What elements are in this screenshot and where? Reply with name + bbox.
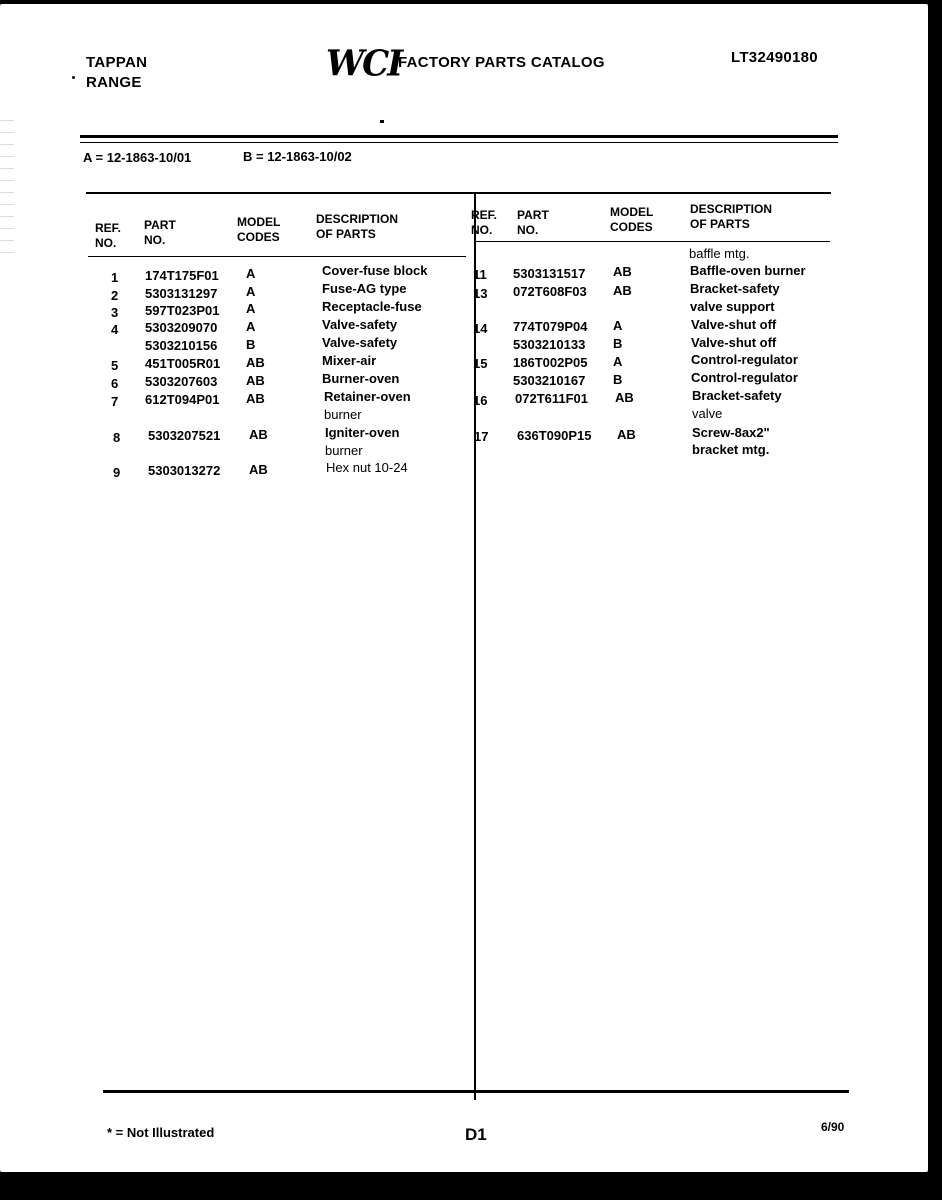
- left-desc-header: DESCRIPTION OF PARTS: [316, 212, 399, 241]
- row-description: Hex nut 10-24: [326, 460, 408, 475]
- row-ref: 4: [111, 322, 119, 337]
- stray-mark: [72, 76, 75, 79]
- left-model-header: MODEL CODES: [237, 215, 281, 244]
- row-ref: 11: [473, 267, 487, 282]
- row-model-code: A: [246, 284, 256, 299]
- row-part-number: 5303131297: [145, 286, 218, 301]
- row-part-number: 186T002P05: [513, 355, 588, 370]
- right-model-header: MODEL CODES: [610, 205, 654, 234]
- row-model-code: AB: [246, 391, 265, 406]
- catalog-page: [0, 4, 928, 1172]
- row-description: Burner-oven: [322, 371, 400, 386]
- row-ref: 17: [474, 429, 489, 444]
- row-ref: 5: [111, 358, 119, 373]
- row-part-number: 5303210167: [513, 373, 586, 388]
- top-rule-thin: [80, 142, 838, 143]
- model-a-legend: A = 12-1863-10/01: [83, 150, 192, 165]
- row-model-code: AB: [615, 390, 634, 405]
- row-model-code: B: [246, 337, 256, 352]
- row-model-code: AB: [617, 427, 636, 442]
- revision-date: 6/90: [821, 1120, 845, 1134]
- row-model-code: B: [613, 372, 623, 387]
- row-part-number: 174T175F01: [145, 268, 219, 283]
- row-part-number: 612T094P01: [145, 392, 220, 407]
- row-model-code: AB: [246, 373, 265, 388]
- row-part-number: 451T005R01: [145, 356, 221, 371]
- row-description-cont: valve: [692, 406, 723, 421]
- brand-line-1: TAPPAN: [86, 54, 148, 71]
- row-model-code: AB: [613, 283, 632, 298]
- right-ref-header: REF. NO.: [471, 208, 498, 237]
- row-part-number: 597T023P01: [145, 303, 220, 318]
- row-description: Receptacle-fuse: [322, 299, 422, 314]
- brand-line-2: RANGE: [86, 74, 142, 91]
- row-description: Igniter-oven: [325, 425, 400, 440]
- right-desc-header: DESCRIPTION OF PARTS: [690, 202, 773, 231]
- scan-edge-artifact: [0, 114, 14, 264]
- row-ref: 13: [473, 286, 488, 301]
- wci-logo: WCI: [326, 43, 402, 85]
- row-description: Valve-safety: [322, 335, 398, 350]
- row-ref: 16: [473, 393, 488, 408]
- row-description: Valve-shut off: [691, 317, 777, 332]
- row-ref: 3: [111, 305, 119, 320]
- row-ref: 6: [111, 376, 119, 391]
- row-ref: 7: [111, 394, 119, 409]
- row-part-number: 774T079P04: [513, 319, 588, 334]
- model-b-legend: B = 12-1863-10/02: [243, 149, 352, 164]
- row-ref: 1: [111, 270, 119, 285]
- row-part-number: 072T611F01: [515, 391, 589, 406]
- row-description: Retainer-oven: [324, 389, 411, 404]
- row-model-code: AB: [249, 462, 268, 477]
- row-model-code: A: [613, 318, 623, 333]
- row-description: Screw-8ax2": [692, 425, 770, 440]
- left-part-header: PART NO.: [144, 218, 176, 247]
- row-description: Valve-safety: [322, 317, 398, 332]
- row-ref: 8: [113, 430, 121, 445]
- row-model-code: AB: [246, 355, 265, 370]
- row-model-code: A: [246, 319, 256, 334]
- row-description: Control-regulator: [691, 370, 798, 385]
- row-ref: 2: [111, 288, 119, 303]
- table-top-rule: [86, 192, 831, 194]
- row-description-cont: bracket mtg.: [692, 442, 770, 457]
- row-description-cont: burner: [325, 443, 363, 458]
- bottom-rule: [103, 1090, 849, 1093]
- row-description-cont: baffle mtg.: [689, 246, 750, 261]
- row-part-number: 5303207603: [145, 374, 218, 389]
- row-model-code: AB: [249, 427, 268, 442]
- row-part-number: 5303210156: [145, 338, 218, 353]
- row-description-cont: burner: [324, 407, 362, 422]
- row-model-code: A: [246, 301, 256, 316]
- row-ref: 9: [113, 465, 121, 480]
- row-part-number: 636T090P15: [517, 428, 592, 443]
- row-part-number: 5303131517: [513, 266, 586, 281]
- row-part-number: 5303207521: [148, 428, 221, 443]
- row-description: Mixer-air: [322, 353, 377, 368]
- row-part-number: 5303209070: [145, 320, 218, 335]
- left-ref-header: REF. NO.: [95, 221, 122, 250]
- row-part-number: 5303013272: [148, 463, 221, 478]
- row-model-code: A: [246, 266, 256, 281]
- row-part-number: 072T608F03: [513, 284, 587, 299]
- catalog-number: LT32490180: [731, 49, 818, 66]
- row-model-code: B: [613, 336, 623, 351]
- row-ref: 14: [473, 321, 488, 336]
- row-description: Baffle-oven burner: [690, 263, 806, 278]
- row-description: Bracket-safety: [692, 388, 782, 403]
- row-model-code: A: [613, 354, 623, 369]
- row-description: Valve-shut off: [691, 335, 777, 350]
- right-header-rule: [476, 241, 830, 242]
- stray-mark: [380, 120, 384, 123]
- row-description-cont: valve support: [690, 299, 775, 314]
- row-description: Control-regulator: [691, 352, 798, 367]
- row-part-number: 5303210133: [513, 337, 586, 352]
- row-description: Fuse-AG type: [322, 281, 407, 296]
- right-part-header: PART NO.: [517, 208, 549, 237]
- row-description: Bracket-safety: [690, 281, 780, 296]
- page-number: D1: [465, 1125, 487, 1144]
- top-rule-thick: [80, 135, 838, 138]
- row-model-code: AB: [613, 264, 632, 279]
- row-description: Cover-fuse block: [322, 263, 428, 278]
- row-ref: 15: [473, 356, 488, 371]
- not-illustrated-note: * = Not Illustrated: [107, 1125, 215, 1140]
- catalog-title: FACTORY PARTS CATALOG: [398, 54, 605, 71]
- left-header-rule: [88, 256, 466, 257]
